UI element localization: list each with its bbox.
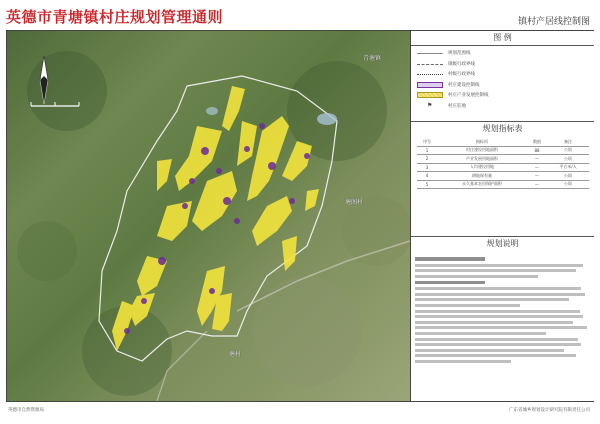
page-subtitle: 镇村产居线控制图: [517, 17, 590, 27]
table-cell: —: [526, 172, 547, 181]
table-cell: 耕地保有量: [438, 172, 527, 181]
table-cell: 平方米/人: [548, 163, 589, 172]
place-label: 塘村: [229, 351, 242, 358]
legend-label: 村庄建设控制线: [448, 82, 480, 88]
table-row: [417, 163, 589, 172]
legend-list: [411, 46, 594, 113]
table-cell: —: [526, 180, 547, 189]
table-header: 序号: [417, 138, 438, 146]
page-title: 英德市青塘镇村庄规划管理通则: [6, 8, 224, 26]
legend-label: 镇级行政界线: [448, 61, 475, 67]
notes-body: [411, 251, 594, 369]
table-cell: 公顷: [548, 155, 589, 164]
legend-label: 村庄驻地: [448, 103, 466, 109]
legend-label: 村级行政界线: [448, 72, 475, 78]
table-cell: —: [526, 163, 547, 172]
legend-item: [417, 80, 588, 91]
table-header: 指标项: [438, 138, 527, 146]
table-cell: 公顷: [548, 180, 589, 189]
legend-label: 规划范围线: [448, 51, 471, 57]
table-row: [417, 155, 589, 164]
table-header: 数值: [526, 138, 547, 146]
table-cell: 3: [417, 163, 438, 172]
place-label: 青塘镇: [363, 55, 382, 62]
place-label: 塘阁村: [345, 199, 364, 206]
table-cell: 永久基本农田保护面积: [438, 180, 527, 189]
index-section: [411, 121, 594, 189]
satellite-map[interactable]: [7, 31, 410, 401]
table-cell: 4: [417, 172, 438, 181]
legend-item: [417, 69, 588, 80]
table-cell: —: [526, 155, 547, 164]
table-cell: 88: [526, 146, 547, 155]
table-row: [417, 172, 589, 181]
side-panel: [410, 31, 594, 401]
table-cell: 产业发展用地面积: [438, 155, 527, 164]
table-row: [417, 146, 589, 155]
table-cell: 5: [417, 180, 438, 189]
legend-item: [417, 101, 588, 112]
table-header-row: [417, 138, 589, 146]
notes-section: [411, 236, 594, 369]
table-cell: 1: [417, 146, 438, 155]
map-overlay: [7, 31, 410, 401]
legend-item: [417, 48, 588, 59]
table-cell: 人均建设用地: [438, 163, 527, 172]
legend-item: [417, 59, 588, 70]
notes-title: 规划说明: [486, 239, 519, 248]
legend-label: 村庄产业发展控制线: [448, 93, 489, 99]
table-cell: 公顷: [548, 146, 589, 155]
table-cell: 村庄建设用地面积: [438, 146, 527, 155]
table-cell: 公顷: [548, 172, 589, 181]
flag-icon: ⚑: [427, 101, 433, 109]
table-cell: 2: [417, 155, 438, 164]
table-row: [417, 180, 589, 189]
legend-title: 图 例: [411, 31, 594, 46]
terrain-texture: [17, 51, 410, 396]
table-header: 备注: [548, 138, 589, 146]
index-table: [417, 138, 589, 189]
footer-left: 英德市自然资源局: [8, 408, 44, 413]
index-title: 规划指标表: [482, 124, 523, 133]
footer-right: 广东省城乡规划设计研究院有限责任公司: [509, 408, 590, 413]
legend-item: [417, 90, 588, 101]
